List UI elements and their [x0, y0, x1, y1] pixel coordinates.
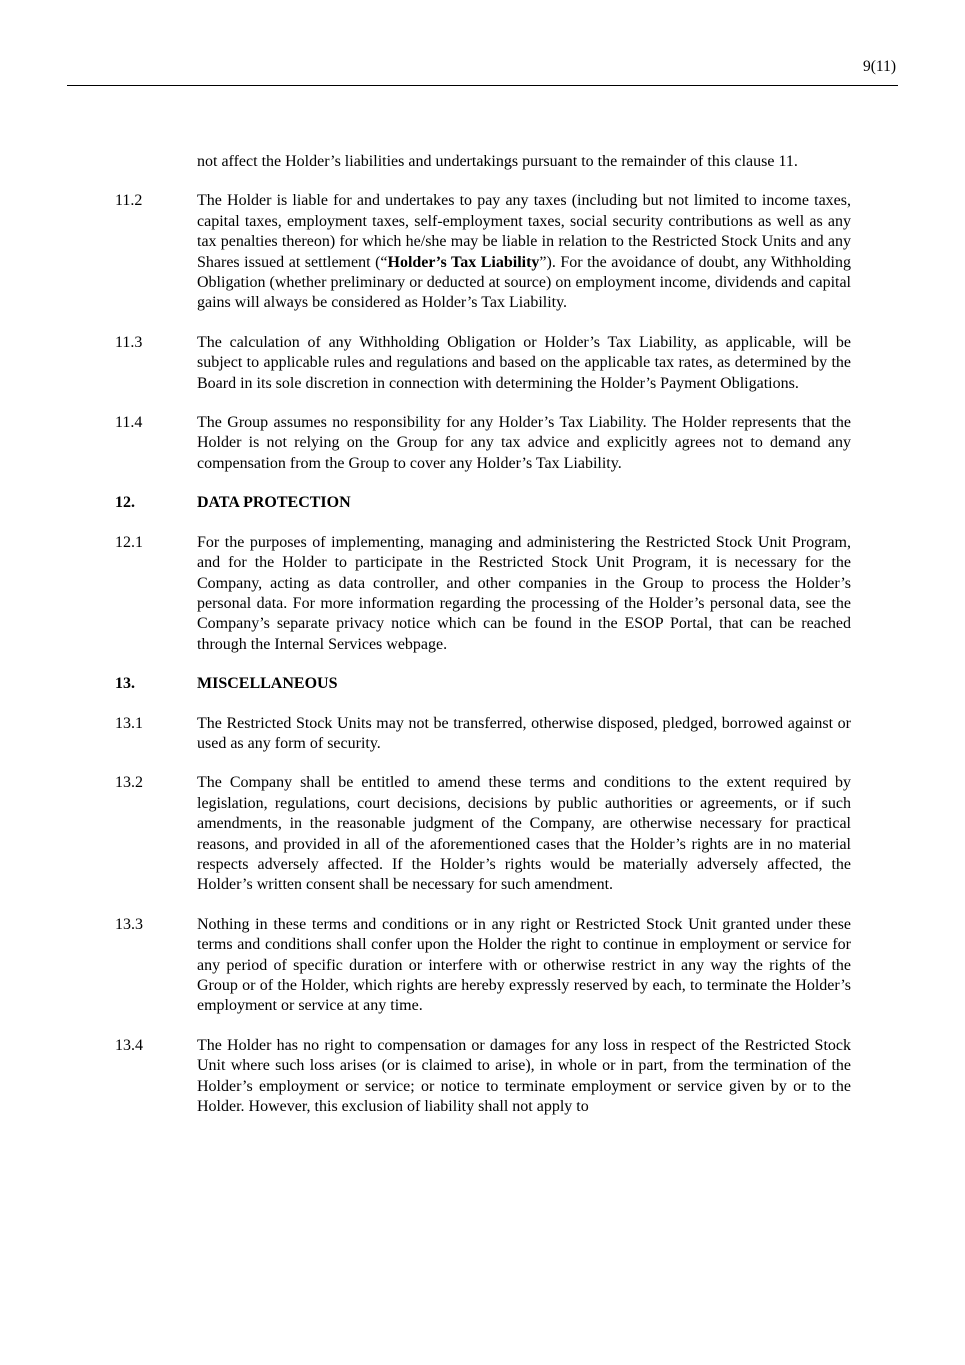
page-number: 9(11) [863, 58, 896, 75]
clause-text: The Company shall be entitled to amend these terms and conditions to the extent required by legislation, regulations, court decisions, decisions by public authorities or agreements, or if such amendments, in the reasonable judgment of the Company, are otherwise necessary for practical reasons, and provided in all of the aforementioned cases that the Holder’s rights are in no material respects adversely affected. If the Holder’s rights would be materially adversely affected, the Holder’s written consent shall be necessary for such amendment. [197, 774, 851, 894]
clause-11-4 [115, 413, 851, 474]
section-number: 13. [115, 675, 135, 693]
section-heading-12 [115, 493, 851, 513]
clause-number: 13.1 [115, 714, 143, 732]
section-title: DATA PROTECTION [197, 494, 351, 512]
clause-12-1 [115, 533, 851, 655]
clause-text: Nothing in these terms and conditions or in any right or Restricted Stock Unit granted under these terms and conditions shall confer upon the Holder the right to continue in employment or service for any period of specific duration or interfere with or otherwise restrict in any way the rights of the Group or of the Holder, which rights are hereby expressly reserved by each, to terminate the Holder’s employment or service at any time. [197, 915, 851, 1015]
clause-text: The Group assumes no responsibility for any Holder’s Tax Liability. The Holder represents that the Holder is not relying on the Group for any tax advice and explicitly agrees not to demand any compensation from the Group to cover any Holder’s Tax Liability. [197, 414, 851, 472]
clause-13-3 [115, 915, 851, 1017]
clause-11-3 [115, 333, 851, 394]
clause-number: 11.4 [115, 414, 143, 432]
section-title: MISCELLANEOUS [197, 675, 338, 693]
clause-11-2 [115, 191, 851, 313]
clause-text: The Restricted Stock Units may not be transferred, otherwise disposed, pledged, borrowed against or used as any form of security. [197, 714, 851, 752]
clause-text: The calculation of any Withholding Obligation or Holder’s Tax Liability, as applicable, will be subject to applicable rules and regulations and based on the applicable tax rates, as determined by the Board in its sole discretion in connection with determining the Holder’s Payment Obligations. [197, 333, 851, 392]
clause-number: 13.4 [115, 1036, 143, 1054]
section-number: 12. [115, 494, 135, 512]
clause-text-after: ”). For the avoidance of doubt, any Withholding Obligation (whether preliminary or deducted at source) on employment income, dividends and capital gains will always be considered as Holder’s Tax Liability. [197, 253, 852, 312]
document-body [115, 152, 851, 1136]
clause-number: 13.2 [115, 774, 143, 792]
continuation-paragraph: not affect the Holder’s liabilities and undertakings pursuant to the remainder of this clause 11. [197, 153, 798, 170]
clause-13-4 [115, 1036, 851, 1118]
defined-term: Holder’s Tax Liability [387, 253, 540, 271]
clause-text-before: The Holder is liable for and undertakes to pay any taxes (including but not limited to income taxes, capital taxes, employment taxes, self-employment taxes, social security contributions as well as any tax penalties thereon) for which he/she may be liable in relation to the Restricted Stock Units and any Shares issued at settlement (“ [197, 192, 851, 271]
clause-13-1 [115, 714, 851, 755]
clause-text: The Holder has no right to compensation or damages for any loss in respect of the Restricted Stock Unit where such loss arises (or is claimed to arise), in whole or in part, from the termination of the Holder’s employment or service; or notice to terminate employment or service given by or to the Holder. However, this exclusion of liability shall not apply to [197, 1036, 851, 1116]
header-rule [67, 85, 898, 86]
clause-text [197, 191, 851, 313]
clause-number: 12.1 [115, 533, 143, 551]
clause-text: For the purposes of implementing, managing and administering the Restricted Stock Unit Program, and for the Holder to participate in the Restricted Stock Unit Program, it is necessary for the Company, acting as data controller, and other companies in the Group to process the Holder’s personal data. For more information regarding the processing of the Holder’s personal data, see the Company’s separate privacy notice which can be found in the ESOP Portal, that can be reached through the Internal Services webpage. [197, 533, 851, 653]
clause-number: 11.2 [115, 192, 143, 210]
clause-number: 11.3 [115, 333, 143, 351]
section-heading-13 [115, 674, 851, 694]
clause-number: 13.3 [115, 915, 143, 933]
clause-13-2 [115, 773, 851, 895]
